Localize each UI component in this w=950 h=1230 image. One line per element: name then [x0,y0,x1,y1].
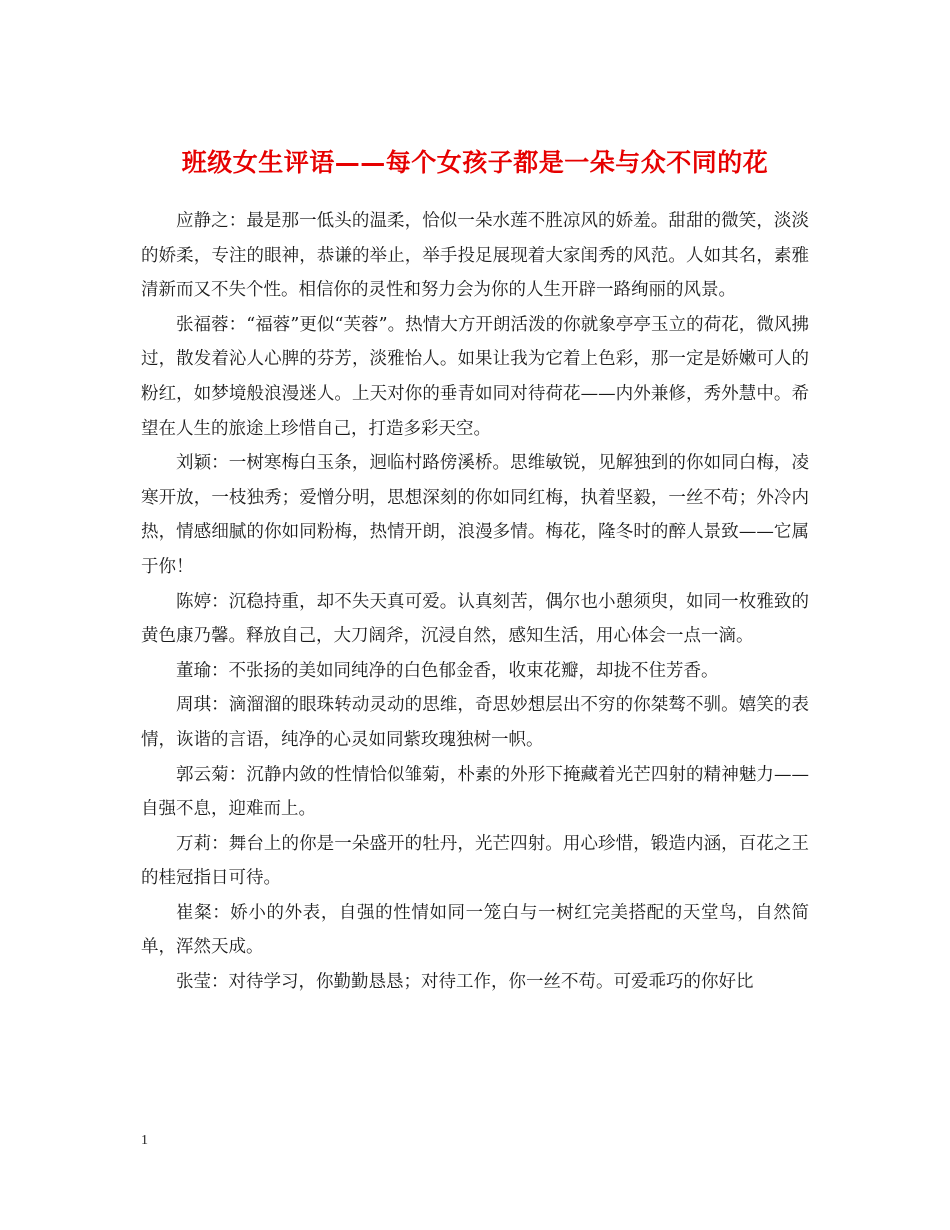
paragraph: 应静之：最是那一低头的温柔，恰似一朵水莲不胜凉风的娇羞。甜甜的微笑，淡淡的娇柔，专注的眼神，恭谦的举止，举手投足展现着大家闺秀的风范。人如其名，素雅清新而又不失个性。相信你的灵性和努力会为你的人生开辟一路绚丽的风景。 [141,211,809,301]
paragraph: 周琪：滴溜溜的眼珠转动灵动的思维，奇思妙想层出不穷的你桀骜不驯。嬉笑的表情，诙谐的言语，纯净的心灵如同紫玫瑰独树一帜。 [141,695,809,750]
document-title: 班级女生评语——每个女孩子都是一朵与众不同的花 [181,147,769,177]
page-number: 1 [141,1133,148,1148]
paragraph: 陈婷：沉稳持重，却不失天真可爱。认真刻苦，偶尔也小憩须臾，如同一枚雅致的黄色康乃馨。释放自己，大刀阔斧，沉浸自然，感知生活，用心体会一点一滴。 [141,591,809,647]
paragraph: 董瑜：不张扬的美如同纯净的白色郁金香，收束花瓣，却拢不住芳香。 [176,660,719,681]
paragraph: 张福蓉：“福蓉”更似“芙蓉”。热情大方开朗活泼的你就象亭亭玉立的荷花，微风拂过，散发着沁人心脾的芬芳，淡雅怡人。如果让我为它着上色彩，那一定是娇嫩可人的粉红，如梦境般浪漫迷人。上天对你的垂青如同对待荷花——内外兼修，秀外慧中。希望在人生的旅途上珍惜自己，打造多彩天空。 [141,314,809,439]
paragraph: 万莉：舞台上的你是一朵盛开的牡丹，光芒四射。用心珍惜，锻造内涵，百花之王的桂冠指日可待。 [141,833,809,889]
paragraph: 郭云菊：沉静内敛的性情恰似雏菊，朴素的外形下掩藏着光芒四射的精神魅力——自强不息，迎难而上。 [141,764,809,820]
paragraph: 崔粲：娇小的外表，自强的性情如同一笼白与一树红完美搭配的天堂鸟，自然简单，浑然天成。 [141,902,809,958]
paragraph: 张莹：对待学习，你勤勤恳恳；对待工作，你一丝不苟。可爱乖巧的你好比 [176,972,754,993]
document-body [141,204,809,1000]
paragraph: 刘颖：一树寒梅白玉条，迥临村路傍溪桥。思维敏锐，见解独到的你如同白梅，凌寒开放，一枝独秀；爱憎分明，思想深刻的你如同红梅，执着坚毅，一丝不苟；外冷内热，情感细腻的你如同粉梅，热情开朗，浪漫多情。梅花，隆冬时的醉人景致——它属于你！ [141,453,809,577]
